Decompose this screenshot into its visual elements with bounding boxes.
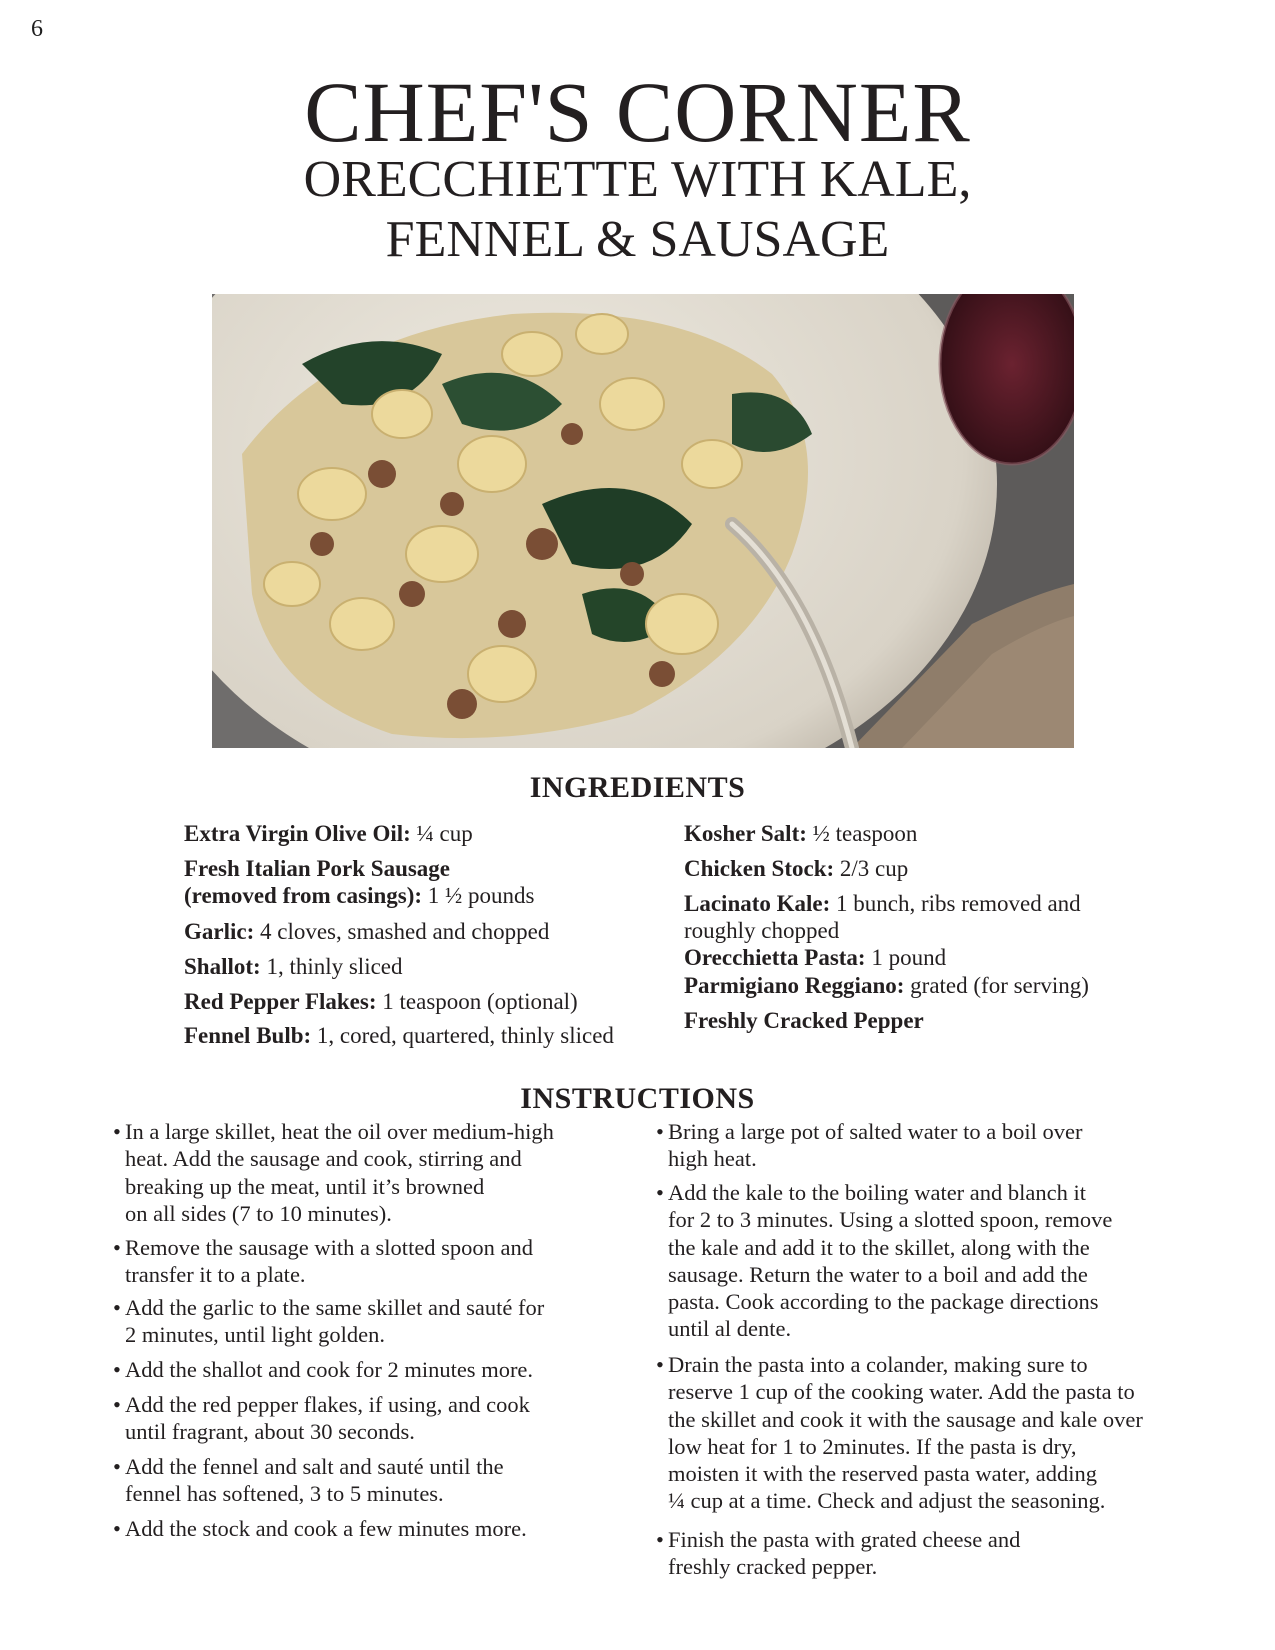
ingredient-name: Fresh Italian Pork Sausage <box>184 856 451 881</box>
instruction-step <box>113 1391 595 1446</box>
ingredient-detail: 4 cloves, smashed and chopped <box>254 919 550 944</box>
instruction-line: high heat. <box>668 1146 757 1172</box>
ingredient-detail: 1, cored, quartered, thinly sliced <box>311 1023 614 1048</box>
bullet: • <box>656 1119 664 1144</box>
ingredient-lacinato-kale <box>684 890 1124 944</box>
instruction-step <box>656 1351 1178 1515</box>
instruction-line: sausage. Return the water to a boil and add the <box>668 1261 1088 1287</box>
ingredient-kosher-salt <box>684 820 1124 847</box>
instruction-line: Add the shallot and cook for 2 minutes more. <box>125 1357 534 1382</box>
bullet: • <box>113 1357 121 1382</box>
instruction-step <box>113 1356 595 1383</box>
ingredient-detail: 1 bunch, ribs removed and <box>830 891 1081 916</box>
ingredient-name: Shallot: <box>184 954 261 979</box>
ingredient-cracked-pepper <box>684 1007 1124 1034</box>
instruction-line: In a large skillet, heat the oil over medium-high <box>125 1119 554 1144</box>
instruction-line: the kale and add it to the skillet, along with the <box>668 1234 1090 1260</box>
instruction-line: on all sides (7 to 10 minutes). <box>125 1200 392 1226</box>
recipe-title-line-1: ORECCHIETTE WITH KALE, <box>303 151 972 208</box>
instruction-line: until al dente. <box>668 1316 792 1342</box>
instruction-line: ¼ cup at a time. Check and adjust the seasoning. <box>668 1488 1106 1514</box>
instructions-heading: INSTRUCTIONS <box>520 1082 755 1115</box>
instruction-line: Add the garlic to the same skillet and sauté for <box>125 1295 545 1320</box>
ingredient-sausage <box>184 855 654 909</box>
ingredient-name: Red Pepper Flakes: <box>184 989 377 1014</box>
ingredient-detail: ¼ cup <box>410 821 473 846</box>
ingredient-name: Extra Virgin Olive Oil: <box>184 821 411 846</box>
instruction-line: Add the fennel and salt and sauté until the <box>125 1454 504 1479</box>
instruction-step <box>113 1294 595 1349</box>
ingredient-detail: 1 ½ pounds <box>422 883 535 908</box>
ingredient-red-pepper-flakes <box>184 988 654 1015</box>
instruction-step <box>656 1179 1178 1343</box>
ingredient-detail: 1 pound <box>865 945 947 970</box>
ingredient-name: Orecchietta Pasta: <box>684 945 866 970</box>
instruction-step <box>656 1118 1178 1173</box>
bullet: • <box>113 1516 121 1541</box>
instruction-line: pasta. Cook according to the package directions <box>668 1289 1099 1315</box>
bullet: • <box>656 1352 664 1377</box>
instruction-line: Add the stock and cook a few minutes more. <box>125 1516 527 1541</box>
ingredient-detail: 2/3 cup <box>834 856 909 881</box>
instruction-line: Add the red pepper flakes, if using, and cook <box>125 1392 530 1417</box>
ingredient-name: Parmigiano Reggiano: <box>684 973 905 998</box>
ingredient-name: Kosher Salt: <box>684 821 807 846</box>
instruction-step <box>113 1234 595 1289</box>
page-title: CHEF'S CORNER <box>304 64 971 160</box>
ingredient-shallot <box>184 953 654 980</box>
instruction-line: freshly cracked pepper. <box>668 1554 878 1580</box>
instruction-line: for 2 to 3 minutes. Using a slotted spoon, remove <box>668 1207 1113 1233</box>
ingredient-name: Lacinato Kale: <box>684 891 831 916</box>
instruction-line: until fragrant, about 30 seconds. <box>125 1419 415 1445</box>
instruction-line: Bring a large pot of salted water to a boil over <box>668 1119 1083 1144</box>
instruction-line: fennel has softened, 3 to 5 minutes. <box>125 1481 444 1507</box>
instruction-line: 2 minutes, until light golden. <box>125 1322 385 1348</box>
instruction-line: the skillet and cook it with the sausage and kale over <box>668 1406 1143 1432</box>
ingredient-parmigiano-reggiano <box>684 972 1124 999</box>
bullet: • <box>656 1180 664 1205</box>
instruction-line: Finish the pasta with grated cheese and <box>668 1527 1021 1552</box>
bullet: • <box>113 1119 121 1144</box>
ingredient-detail: 1 teaspoon (optional) <box>376 989 578 1014</box>
ingredient-name: Garlic: <box>184 919 255 944</box>
recipe-title <box>0 150 1275 270</box>
ingredient-name: Fennel Bulb: <box>184 1023 312 1048</box>
instruction-line: breaking up the meat, until it’s browned <box>125 1173 485 1199</box>
bullet: • <box>113 1454 121 1479</box>
ingredient-fennel-bulb <box>184 1022 654 1049</box>
ingredient-garlic <box>184 918 654 945</box>
instruction-line: moisten it with the reserved pasta water, adding <box>668 1461 1097 1487</box>
instruction-line: Drain the pasta into a colander, making sure to <box>668 1352 1088 1377</box>
ingredient-detail: grated (for serving) <box>904 973 1089 998</box>
recipe-photo <box>212 294 1074 748</box>
ingredient-detail-continued: roughly chopped <box>684 918 840 943</box>
instruction-step <box>113 1515 595 1542</box>
ingredient-name: Freshly Cracked Pepper <box>684 1008 924 1033</box>
bullet: • <box>113 1295 121 1320</box>
recipe-title-line-2: FENNEL & SAUSAGE <box>385 211 890 268</box>
bullet: • <box>113 1235 121 1260</box>
ingredient-detail: ½ teaspoon <box>806 821 918 846</box>
instruction-step <box>656 1526 1178 1581</box>
instruction-line: Remove the sausage with a slotted spoon and <box>125 1235 534 1260</box>
instruction-line: heat. Add the sausage and cook, stirring and <box>125 1146 522 1172</box>
ingredient-name-continued: (removed from casings): <box>184 883 423 908</box>
instruction-line: low heat for 1 to 2minutes. If the pasta is dry, <box>668 1433 1077 1459</box>
page-number: 6 <box>31 16 43 42</box>
instruction-step <box>113 1118 595 1227</box>
instruction-line: transfer it to a plate. <box>125 1262 306 1288</box>
ingredient-name: Chicken Stock: <box>684 856 835 881</box>
instruction-line: Add the kale to the boiling water and blanch it <box>668 1180 1087 1205</box>
instruction-line: reserve 1 cup of the cooking water. Add the pasta to <box>668 1379 1135 1405</box>
instruction-step <box>113 1453 595 1508</box>
ingredient-detail: 1, thinly sliced <box>260 954 403 979</box>
ingredient-chicken-stock <box>684 855 1124 882</box>
ingredient-olive-oil <box>184 820 654 847</box>
ingredient-orecchietta-pasta <box>684 944 1124 971</box>
ingredients-heading: INGREDIENTS <box>529 771 746 804</box>
bullet: • <box>113 1392 121 1417</box>
bullet: • <box>656 1527 664 1552</box>
